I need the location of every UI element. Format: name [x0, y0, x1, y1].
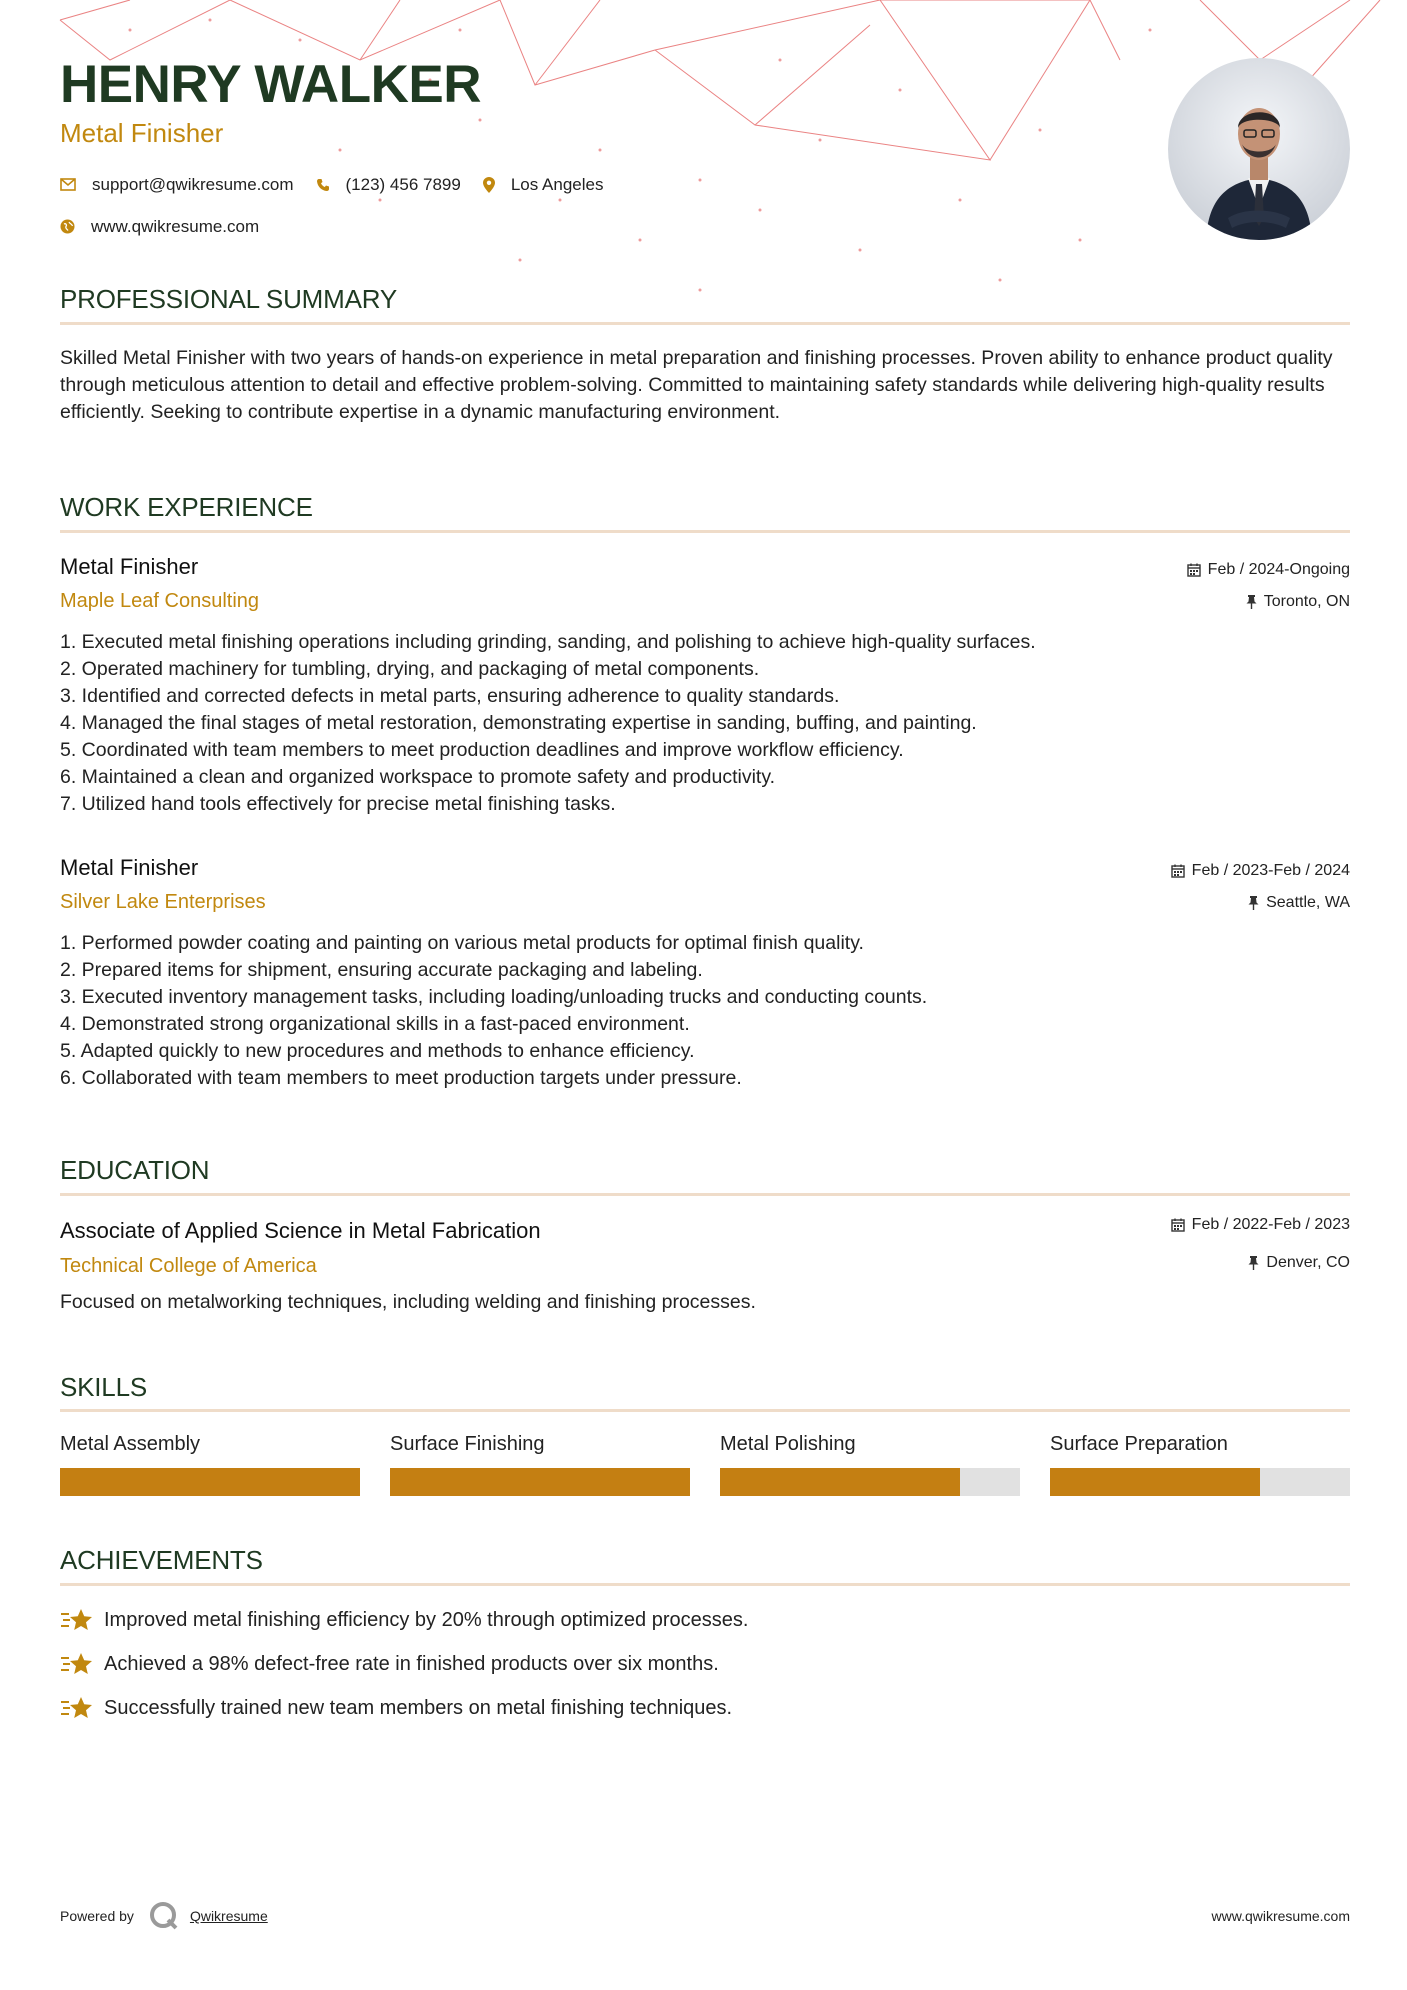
- location-text: Los Angeles: [510, 175, 604, 194]
- website-item[interactable]: [60, 218, 259, 235]
- degree-title: Associate of Applied Science in Metal Fabrication: [60, 1218, 541, 1243]
- globe-icon: [60, 219, 75, 234]
- job-company: Silver Lake Enterprises: [60, 891, 266, 913]
- contact-row-1: [60, 176, 625, 193]
- job-company: Maple Leaf Consulting: [60, 590, 260, 612]
- location-item: [483, 176, 604, 193]
- achievement-text: Successfully trained new team members on metal finishing techniques.: [104, 1697, 733, 1719]
- star-icon: [60, 1607, 94, 1633]
- list-item: 1. Executed metal finishing operations including grinding, sanding, and polishing to achieve high-quality surfaces.: [60, 631, 1036, 653]
- education-divider: [60, 1193, 1350, 1196]
- pushpin-icon: [1246, 595, 1257, 609]
- list-item: 6. Maintained a clean and organized workspace to promote safety and productivity.: [60, 766, 776, 788]
- job-dates: [1187, 562, 1350, 578]
- experience-heading: WORK EXPERIENCE: [60, 492, 313, 522]
- star-icon: [60, 1651, 94, 1677]
- website-text: www.qwikresume.com: [91, 217, 260, 236]
- map-pin-icon: [483, 177, 495, 193]
- skill-bar: [720, 1468, 1020, 1496]
- job-dates-text: Feb / 2023-Feb / 2024: [1191, 862, 1350, 879]
- list-item: 5. Adapted quickly to new procedures and methods to enhance efficiency.: [60, 1040, 695, 1062]
- list-item: 1. Performed powder coating and painting on various metal products for optimal finish quality.: [60, 932, 864, 954]
- skill-bar: [390, 1468, 690, 1496]
- education-heading: EDUCATION: [60, 1155, 210, 1185]
- education-description: Focused on metalworking techniques, including welding and finishing processes.: [60, 1291, 756, 1313]
- list-item: 5. Coordinated with team members to meet production deadlines and improve workflow efficiency.: [60, 739, 904, 761]
- achievement-item: [60, 1695, 732, 1721]
- summary-divider: [60, 322, 1350, 325]
- job-dates-text: Feb / 2024-Ongoing: [1207, 561, 1350, 578]
- education-location: [1248, 1255, 1350, 1271]
- contact-row-2: [60, 218, 281, 235]
- calendar-icon: [1171, 1218, 1185, 1232]
- skill-bar-fill: [60, 1468, 360, 1496]
- achievement-text: Achieved a 98% defect-free rate in finished products over six months.: [104, 1653, 719, 1675]
- list-item: 4. Managed the final stages of metal restoration, demonstrating expertise in sanding, buffing, and painting.: [60, 712, 977, 734]
- skill-item: [390, 1434, 690, 1454]
- brand-link[interactable]: Qwikresume: [189, 1908, 268, 1924]
- skill-label: Metal Polishing: [720, 1433, 856, 1455]
- calendar-icon: [1187, 563, 1201, 577]
- person-portrait-icon: [1168, 58, 1350, 240]
- phone-icon: [316, 178, 330, 192]
- skills-heading: SKILLS: [60, 1372, 147, 1402]
- star-icon: [60, 1695, 94, 1721]
- skill-item: [1050, 1434, 1350, 1454]
- school-name: Technical College of America: [60, 1255, 317, 1277]
- list-item: 3. Identified and corrected defects in metal parts, ensuring adherence to quality standards.: [60, 685, 840, 707]
- list-item: 6. Collaborated with team members to meet production targets under pressure.: [60, 1067, 742, 1089]
- email-item[interactable]: [60, 176, 294, 193]
- job-bullets: [60, 930, 1350, 1092]
- profile-photo: [1168, 58, 1350, 240]
- email-text: support@qwikresume.com: [92, 175, 294, 194]
- footer-powered-by: [60, 1900, 268, 1932]
- list-item: 7. Utilized hand tools effectively for precise metal finishing tasks.: [60, 793, 616, 815]
- job-location-text: Seattle, WA: [1266, 894, 1350, 911]
- education-dates-text: Feb / 2022-Feb / 2023: [1191, 1216, 1350, 1233]
- skill-bar-fill: [390, 1468, 690, 1496]
- skill-bar-fill: [720, 1468, 960, 1496]
- qwikresume-logo-icon: [148, 1900, 180, 1932]
- skill-item: [60, 1434, 360, 1454]
- achievements-divider: [60, 1583, 1350, 1586]
- powered-by-label: Powered by: [60, 1908, 134, 1924]
- list-item: 4. Demonstrated strong organizational skills in a fast-paced environment.: [60, 1013, 690, 1035]
- skill-label: Metal Assembly: [60, 1433, 201, 1455]
- pushpin-icon: [1248, 1256, 1259, 1270]
- achievement-item: [60, 1651, 719, 1677]
- phone-item[interactable]: [316, 176, 461, 193]
- skill-item: [720, 1434, 1020, 1454]
- candidate-role: Metal Finisher: [60, 118, 224, 148]
- pushpin-icon: [1248, 896, 1259, 910]
- education-location-text: Denver, CO: [1266, 1254, 1350, 1271]
- skill-label: Surface Finishing: [390, 1433, 545, 1455]
- skill-label: Surface Preparation: [1050, 1433, 1228, 1455]
- skills-divider: [60, 1409, 1350, 1412]
- job-title: Metal Finisher: [60, 855, 199, 880]
- list-item: 2. Operated machinery for tumbling, drying, and packaging of metal components.: [60, 658, 760, 680]
- candidate-name: HENRY WALKER: [60, 55, 481, 114]
- experience-divider: [60, 530, 1350, 533]
- list-item: 3. Executed inventory management tasks, including loading/unloading trucks and conducting counts.: [60, 986, 928, 1008]
- summary-text: Skilled Metal Finisher with two years of hands-on experience in metal preparation and finishing processes. Proven ability to enhance product quality through meticulous attention to detail and effective problem-solving. Committed to maintaining safety standards while delivering high-quality results efficiently. Seeking to contribute expertise in a dynamic manufacturing environment.: [60, 347, 1333, 423]
- phone-text: (123) 456 7899: [345, 175, 461, 194]
- calendar-icon: [1171, 864, 1185, 878]
- job-bullets: [60, 629, 1350, 818]
- list-item: 2. Prepared items for shipment, ensuring accurate packaging and labeling.: [60, 959, 703, 981]
- job-title: Metal Finisher: [60, 554, 199, 579]
- achievement-text: Improved metal finishing efficiency by 20% through optimized processes.: [104, 1609, 749, 1631]
- job-location-text: Toronto, ON: [1263, 593, 1350, 610]
- achievements-heading: ACHIEVEMENTS: [60, 1545, 263, 1575]
- education-dates: [1171, 1217, 1350, 1233]
- job-dates: [1171, 863, 1350, 879]
- skill-bar-fill: [1050, 1468, 1260, 1496]
- footer-website[interactable]: www.qwikresume.com: [1211, 1908, 1350, 1924]
- job-location: [1248, 895, 1350, 911]
- envelope-icon: [60, 178, 76, 191]
- summary-heading: PROFESSIONAL SUMMARY: [60, 284, 397, 314]
- achievement-item: [60, 1607, 748, 1633]
- skill-bar: [1050, 1468, 1350, 1496]
- job-location: [1246, 594, 1350, 610]
- skill-bar: [60, 1468, 360, 1496]
